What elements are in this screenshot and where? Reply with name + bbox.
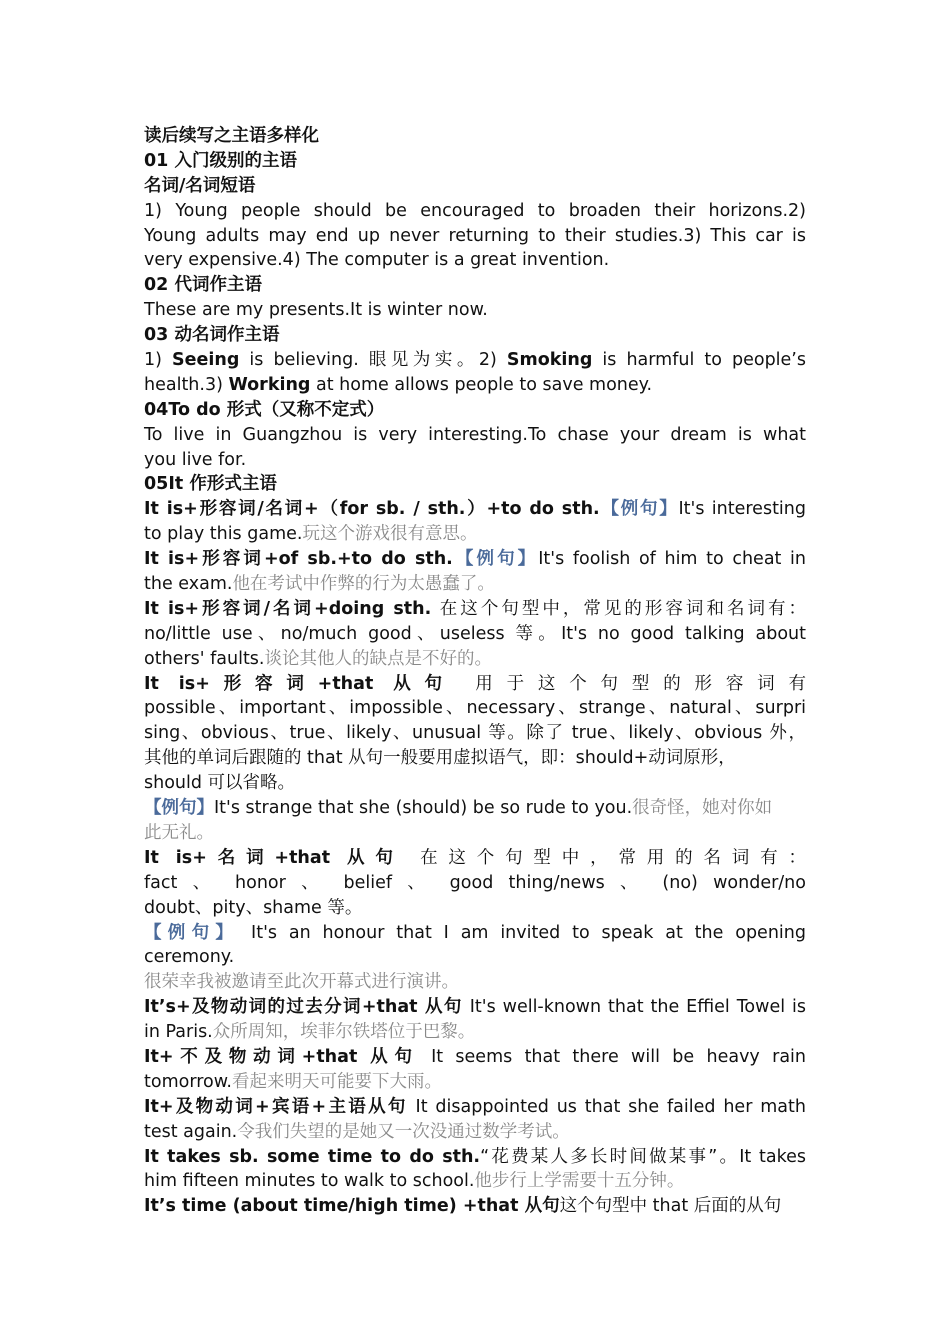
section-03-heading: 03 动名词作主语 bbox=[144, 325, 280, 346]
text-line: 1) Young people should be encouraged to broaden their horizons.2) bbox=[144, 200, 806, 221]
text-line: Young adults may end up never returning to their studies.3) This car is bbox=[144, 225, 806, 246]
pattern-9-line: It takes sb. some time to do sth.“花费某人多长时间做某事”。It takes bbox=[144, 1146, 806, 1167]
text-line: you live for. bbox=[144, 449, 247, 470]
pattern-4-example: 【例句】It's strange that she (should) be so rude to you.很奇怪，她对你如 bbox=[144, 798, 773, 819]
section-01-heading: 01 入门级别的主语 bbox=[144, 150, 297, 171]
section-05-heading: 05It 作形式主语 bbox=[144, 474, 277, 495]
text-line: fact 、 honor 、 belief 、 good thing/news 、 (no) wonder/no bbox=[144, 872, 806, 893]
text-line: very expensive.4) The computer is a great invention. bbox=[144, 250, 610, 271]
text-line: These are my presents.It is winter now. bbox=[144, 300, 488, 321]
text-line: 1) Seeing is believing. 眼见为实。2) Smoking is harmful to people’s bbox=[144, 350, 806, 371]
section-04-heading: 04To do 形式（又称不定式） bbox=[144, 399, 385, 420]
pattern-4-line: It is+形容词+that 从句 用于这个句型的形容词有 bbox=[144, 673, 806, 694]
text-line: 其他的单词后跟随的 that 从句一般要用虚拟语气，即：should+动词原形， bbox=[144, 748, 736, 769]
translation-line: 很荣幸我被邀请至此次开幕式进行演讲。 bbox=[144, 972, 459, 993]
pattern-1-example: to play this game.玩这个游戏很有意思。 bbox=[144, 524, 478, 545]
document-body bbox=[144, 124, 806, 1219]
pattern-3-example: others' faults.谈论其他人的缺点是不好的。 bbox=[144, 648, 492, 669]
section-02-heading: 02 代词作主语 bbox=[144, 275, 262, 296]
pattern-7-example: tomorrow.看起来明天可能要下大雨。 bbox=[144, 1071, 442, 1092]
text-line: no/little use、no/much good、useless 等。It's no good talking about bbox=[144, 623, 806, 644]
pattern-3-line: It is+形容词/名词+doing sth. 在这个句型中，常见的形容词和名词有： bbox=[144, 598, 806, 619]
pattern-7-line: It+不及物动词+that 从句 It seems that there will be heavy rain bbox=[144, 1046, 806, 1067]
section-01-subheading: 名词/名词短语 bbox=[144, 175, 256, 196]
text-line: should 可以省略。 bbox=[144, 773, 296, 794]
text-line: ceremony. bbox=[144, 947, 235, 968]
text-line: To live in Guangzhou is very interesting.To chase your dream is what bbox=[144, 424, 806, 445]
translation-line: 此无礼。 bbox=[144, 822, 214, 843]
pattern-6-example: in Paris.众所周知，埃菲尔铁塔位于巴黎。 bbox=[144, 1022, 476, 1043]
pattern-2-line: It is+形容词+of sb.+to do sth.【例句】It's foolish of him to cheat in bbox=[144, 549, 806, 570]
pattern-5-line: It is+名词+that 从句 在这个句型中，常用的名词有： bbox=[144, 847, 806, 868]
text-line: health.3) Working at home allows people to save money. bbox=[144, 374, 653, 395]
text-line: possible、important、impossible、necessary、strange、natural、surpri bbox=[144, 698, 806, 719]
pattern-10-line: It’s time (about time/high time) +that 从句这个句型中 that 后面的从句 bbox=[144, 1196, 782, 1217]
pattern-1-line: It is+形容词/名词+（for sb. / sth.）+to do sth.【例句】It's interesting bbox=[144, 499, 806, 520]
pattern-5-example: 【例句】 It's an honour that I am invited to speak at the opening bbox=[144, 922, 806, 943]
pattern-2-example: the exam.他在考试中作弊的行为太愚蠢了。 bbox=[144, 574, 495, 595]
document-title: 读后续写之主语多样化 bbox=[144, 126, 319, 146]
pattern-8-example: test again.令我们失望的是她又一次没通过数学考试。 bbox=[144, 1121, 570, 1142]
pattern-9-example: him fifteen minutes to walk to school.他步行上学需要十五分钟。 bbox=[144, 1171, 685, 1192]
pattern-6-line: It’s+及物动词的过去分词+that 从句 It's well-known that the Effiel Towel is bbox=[144, 997, 806, 1018]
pattern-8-line: It+及物动词+宾语+主语从句 It disappointed us that she failed her math bbox=[144, 1096, 806, 1117]
text-line: doubt、pity、shame 等。 bbox=[144, 897, 363, 918]
text-line: sing、obvious、true、likely、unusual 等。除了 true、likely、obvious 外， bbox=[144, 723, 806, 744]
